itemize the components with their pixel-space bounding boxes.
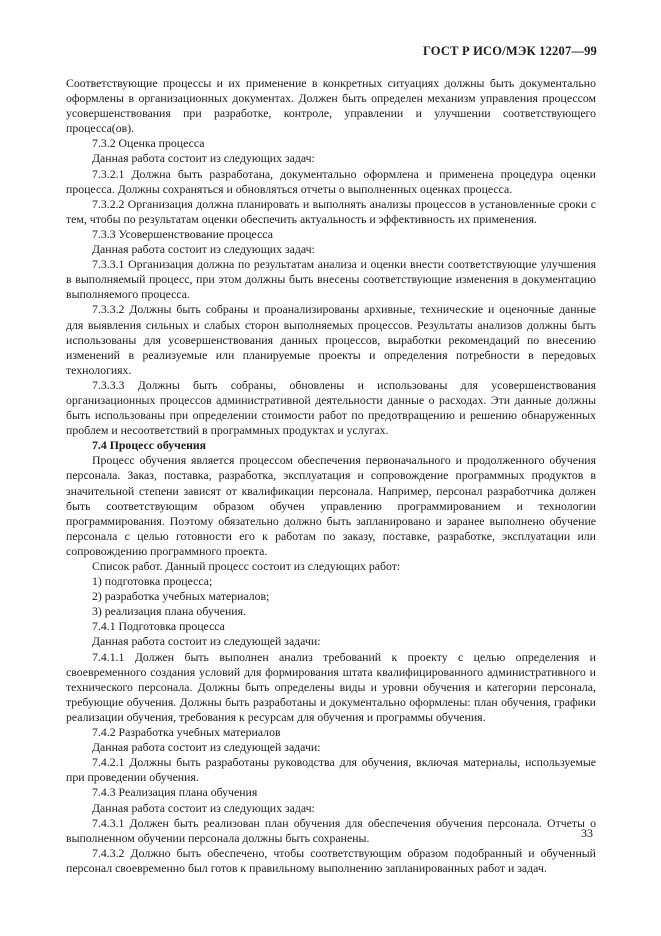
paragraph: 7.3.2 Оценка процесса (92, 136, 205, 151)
document-body (66, 76, 596, 876)
paragraph: 7.4.2 Разработка учебных материалов (92, 725, 281, 740)
paragraph: Данная работа состоит из следующих задач: (92, 800, 315, 815)
document-header: ГОСТ Р ИСО/МЭК 12207—99 (422, 44, 597, 58)
paragraph: 7.4.2.1 Должны быть разработаны руководства для обучения, включая материалы, используемые при проведении обучения. (66, 755, 596, 785)
section-heading: 7.4 Процесс обучения (92, 438, 207, 453)
paragraph: 7.3.3.1 Организация должна по результатам анализа и оценки внести соответствующие улучшения в выполняемый процесс, при этом должны быть внесены соответствующие изменения в документацию выполняемого процесса. (66, 257, 596, 302)
paragraph: 2) разработка учебных материалов; (92, 589, 270, 604)
paragraph: 7.3.3.2 Должны быть собраны и проанализированы архивные, технические и оценочные данные для выявления сильных и слабых сторон выполняемых процессов. Результаты анализов должны быть использованы для усовершенствования данных процессов, выработки рекомендаций по внесению изменений в реализуемые или планируемые проекты и определения потребности в передовых технологиях. (66, 302, 596, 377)
paragraph: 7.4.3.1 Должен быть реализован план обучения для обеспечения обучения персонала. Отчеты о выполненном обучении персонала должны быть сохранены. (66, 815, 596, 845)
page-number: 33 (581, 826, 593, 840)
paragraph: 7.3.2.2 Организация должна планировать и выполнять анализы процессов в установленные сроки с тем, чтобы по результатам оценки обеспечить актуальность и эффективность их применения. (66, 196, 596, 226)
paragraph: 7.4.3 Реализация плана обучения (92, 785, 258, 800)
paragraph: Данная работа состоит из следующей задачи: (92, 634, 321, 649)
paragraph: 7.4.1.1 Должен быть выполнен анализ требований к проекту с целью определения и своевременного создания условий для формирования штата квалифицированного административного и технического персонала. Должны быть определены виды и уровни обучения и категории персонала, требующие обучения. Должны быть разработаны и документально оформлены: план обучения, графики реализации обучения, требования к ресурсам для обучения и программы обучения. (66, 649, 596, 724)
paragraph: 7.4.3.2 Должно быть обеспечено, чтобы соответствующим образом подобранный и обученный персонал своевременно был готов к правильному выполнению запланированных работ и задач. (66, 845, 596, 875)
paragraph: 7.3.2.1 Должна быть разработана, документально оформлена и применена процедура оценки процесса. Должны сохраняться и обновляться отчеты о выполненных оценках процесса. (66, 166, 596, 196)
paragraph: Соответствующие процессы и их применение в конкретных ситуациях должны быть документально оформлены в организационных документах. Должен быть определен механизм управления процессом усовершенствования при разработке, контроле, управлении и улучшении соответствующего процесса(ов). (66, 76, 596, 136)
paragraph: Данная работа состоит из следующих задач: (92, 242, 315, 257)
paragraph: Данная работа состоит из следующей задачи: (92, 740, 321, 755)
paragraph: Данная работа состоит из следующих задач: (92, 151, 315, 166)
paragraph: 7.4.1 Подготовка процесса (92, 619, 225, 634)
paragraph: 1) подготовка процесса; (92, 574, 213, 589)
paragraph: 7.3.3 Усовершенствование процесса (92, 226, 273, 241)
paragraph: 7.3.3.3 Должны быть собраны, обновлены и использованы для усовершенствования организационных процессов административной деятельности данные о расходах. Эти данные должны быть использованы при определении стоимости работ по предотвращению и решению обнаруженных проблем и несоответствий в программных продуктах и услугах. (66, 377, 596, 438)
paragraph: Процесс обучения является процессом обеспечения первоначального и продолженного обучения персонала. Заказ, поставка, разработка, эксплуатация и сопровождение программных продуктов в значительной степени зависят от квалификации персонала. Например, персонал разработчика должен быть соответствующим образом обучен управлению программированием и технологии программирования. Поэтому обязательно должно быть запланировано и заранее выполнено обучение персонала с целью готовности его к работам по заказу, поставке, разработке, эксплуатации или сопровождению программного проекта. (66, 453, 596, 558)
paragraph: 3) реализация плана обучения. (92, 604, 246, 619)
paragraph: Список работ. Данный процесс состоит из следующих работ: (92, 559, 401, 573)
